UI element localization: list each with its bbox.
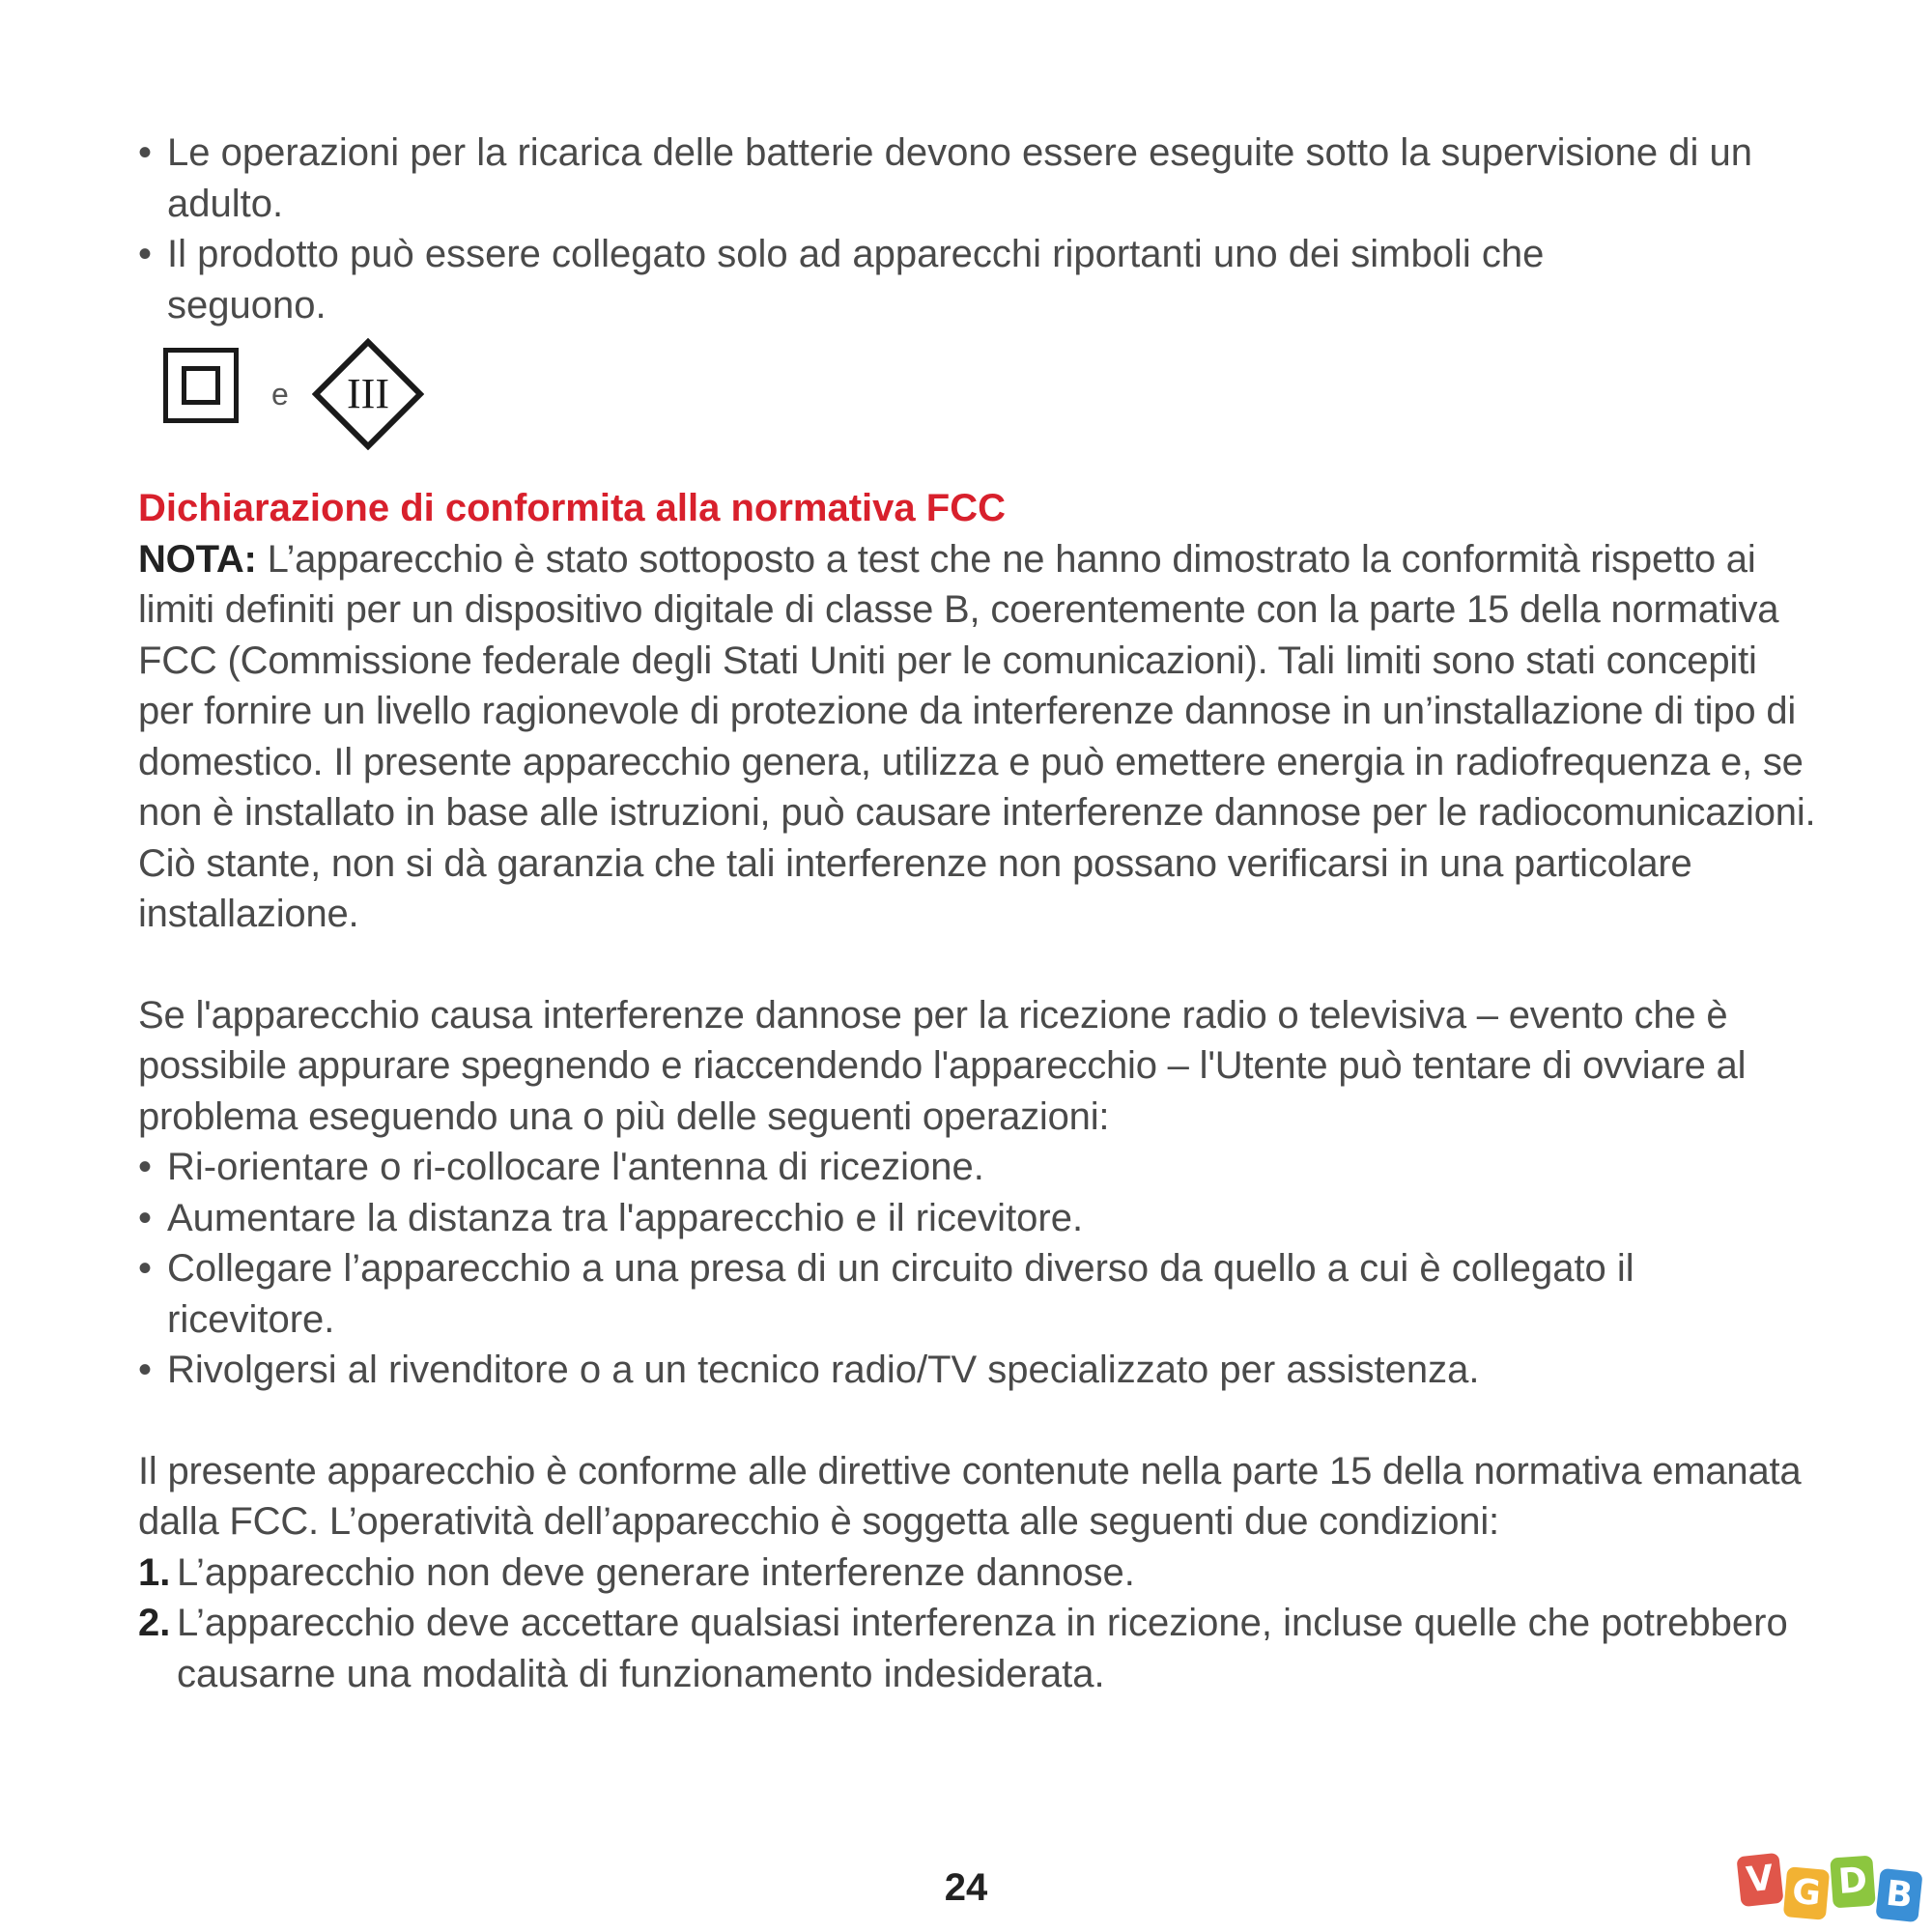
- logo-tile-d: D: [1830, 1856, 1876, 1909]
- class-ii-double-square-icon: [163, 348, 239, 423]
- bullet-marker: •: [138, 1146, 153, 1188]
- condition-item: [138, 1598, 1819, 1699]
- interference-intro: Se l'apparecchio causa interferenze dannose per la ricezione radio o televisiva – evento che è possibile appurare spegnendo e riaccendendo l'apparecchio – l'Utente può tentare di ovviare al problema eseguendo una o più delle seguenti operazioni:: [138, 993, 1747, 1138]
- bullet-battery-supervision: [138, 128, 1819, 229]
- manual-page: [138, 128, 1819, 1699]
- class-iii-label: III: [347, 370, 389, 417]
- remedy-item: [138, 1345, 1819, 1396]
- nota-label: NOTA:: [138, 537, 257, 581]
- logo-tile-v: V: [1736, 1853, 1783, 1907]
- condition-item: [138, 1548, 1819, 1599]
- remedy-text: Aumentare la distanza tra l'apparecchio e il ricevitore.: [167, 1196, 1084, 1239]
- bullet-marker: •: [138, 1196, 153, 1239]
- remedy-text: Ri-orientare o ri-collocare l'antenna di ricezione.: [167, 1146, 984, 1188]
- nota-text: L’apparecchio è stato sottoposto a test che ne hanno dimostrato la conformità rispetto ai limiti definiti per un dispositivo digitale di classe B, coerentemente con la parte 15 della normativa FCC (Commissione federale degli Stati Uniti per le comunicazioni). Tali limiti sono stati concepiti per fornire un livello ragionevole di protezione da interferenze dannose in un’installazione di tipo di domestico. Il presente apparecchio genera, utilizza e può emettere energia in radiofrequenza e, se non è installato in base alle istruzioni, può causare interferenze dannose per le radiocomunicazioni. Ciò stante, non si dà garanzia che tali interferenze non possano verificarsi in una particolare installazione.: [138, 537, 1816, 935]
- fcc-nota-paragraph: [138, 534, 1819, 940]
- bullet-marker: •: [138, 1349, 153, 1391]
- condition-text: L’apparecchio deve accettare qualsiasi interferenza in ricezione, incluse quelle che potrebbero causarne una modalità di funzionamento indesiderata.: [177, 1602, 1788, 1695]
- condition-number: 2.: [138, 1602, 171, 1644]
- compliance-intro: Il presente apparecchio è conforme alle direttive contenute nella parte 15 della normativa emanata dalla FCC. L’operatività dell’apparecchio è soggetta alle seguenti due condizioni:: [138, 1449, 1802, 1543]
- logo-tile-g: G: [1783, 1866, 1830, 1920]
- remedy-item: [138, 1243, 1819, 1345]
- logo-tile-b: B: [1875, 1868, 1922, 1922]
- vgdb-watermark-logo: [1737, 1855, 1930, 1927]
- symbols-connector: e: [271, 377, 289, 412]
- fcc-heading: Dichiarazione di conformita alla normativa FCC: [138, 487, 1006, 529]
- bullet-marker: •: [138, 1247, 153, 1290]
- remedy-text: Rivolgersi al rivenditore o a un tecnico radio/TV specializzato per assistenza.: [167, 1349, 1480, 1391]
- remedy-item: [138, 1142, 1819, 1193]
- safety-symbols: [138, 338, 1819, 442]
- remedy-text: Collegare l’apparecchio a una presa di un circuito diverso da quello a cui è collegato il ricevitore.: [167, 1247, 1634, 1341]
- bullet-text: Il prodotto può essere collegato solo ad apparecchi riportanti uno dei simboli che seguono.: [167, 233, 1545, 327]
- condition-text: L’apparecchio non deve generare interferenze dannose.: [177, 1550, 1135, 1594]
- remedy-item: [138, 1193, 1819, 1244]
- condition-number: 1.: [138, 1550, 171, 1594]
- bullet-marker: •: [138, 131, 153, 174]
- bullet-marker: •: [138, 233, 153, 275]
- bullet-symbols-note: [138, 229, 1819, 330]
- class-iii-diamond-icon: [312, 338, 424, 450]
- page-number: 24: [944, 1866, 988, 1909]
- bullet-text: Le operazioni per la ricarica delle batterie devono essere eseguite sotto la supervisione di un adulto.: [167, 131, 1752, 225]
